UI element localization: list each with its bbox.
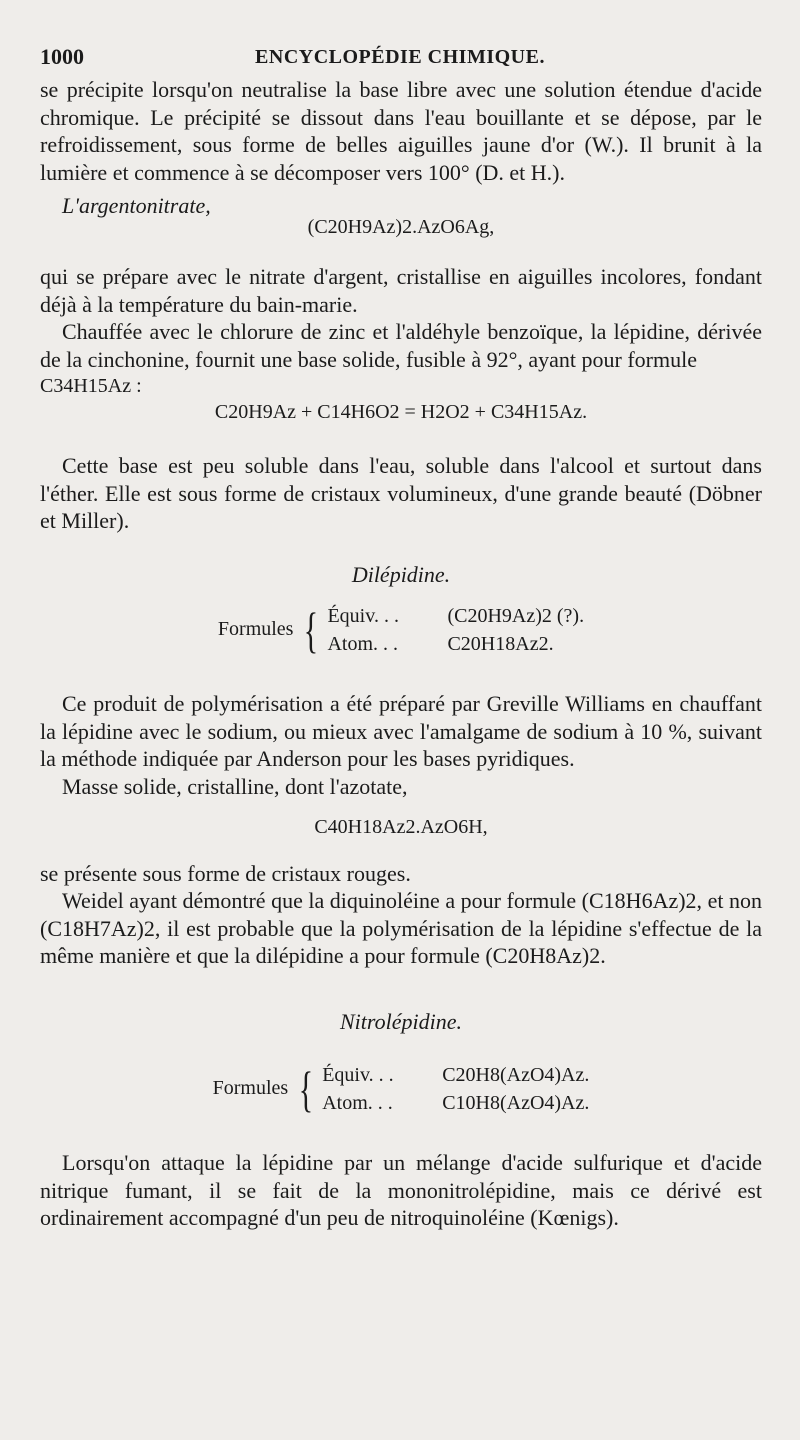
atom-value: C20H18Az2.	[447, 633, 554, 655]
paragraph: Ce produit de polymérisation a été préparé par Greville Williams en chauffant la lépidine avec le sodium, ou mieux avec l'amalgame de sodium à 10 %, suivant la méthode indiquée par Anderson pour les bases pyridiques.	[40, 691, 762, 771]
formulas-nitrolepidine	[40, 1061, 762, 1117]
brace-icon: {	[304, 602, 319, 658]
section-title-nitrolepidine: Nitrolépidine.	[339, 1008, 462, 1034]
equiv-value: C20H8(AzO4)Az.	[442, 1064, 590, 1086]
equiv-key: Équiv. . .	[327, 605, 399, 627]
formula-argentonitrate: (C20H9Az)2.AzO6Ag,	[307, 215, 495, 238]
section-title-dilepidine: Dilépidine.	[351, 561, 451, 587]
page-number: 1000	[40, 44, 84, 69]
paragraph-argentonitrate-intro: L'argentonitrate,	[62, 193, 211, 218]
running-title: ENCYCLOPÉDIE CHIMIQUE.	[255, 46, 545, 68]
paragraph: Weidel ayant démontré que la diquinoléine a pour formule (C18H6Az)2, et non (C18H7Az)2, il est probable que la polymérisation de la lépidine s'effectue de la même manière et que la dilépidine a pour formule (C20H8Az)2.	[40, 888, 762, 968]
paragraph: se précipite lorsqu'on neutralise la base libre avec une solution étendue d'acide chromique. Le précipité se dissout dans l'eau bouillante et se dépose, par le refroidissement, sous forme de belles aiguilles jaune d'or (W.). Il brunit à la lumière et commence à se décomposer vers 100° (D. et H.).	[40, 77, 762, 185]
formulas-label: Formules	[212, 1077, 289, 1100]
formula-reaction: C20H9Az + C14H6O2 = H2O2 + C34H15Az.	[214, 400, 588, 423]
brace-icon: {	[298, 1061, 314, 1117]
paragraph: Chauffée avec le chlorure de zinc et l'aldéhyle benzoïque, la lépidine, dérivée de la cinchonine, fournit une base solide, fusible à 92°, ayant pour formule	[40, 319, 762, 372]
paragraph: Masse solide, cristalline, dont l'azotate,	[62, 773, 408, 799]
paragraph: Cette base est peu soluble dans l'eau, soluble dans l'alcool et surtout dans l'éther. Elle est sous forme de cristaux volumineux, d'une grande beauté (Döbner et Miller).	[40, 453, 762, 533]
paragraph: Lorsqu'on attaque la lépidine par un mélange d'acide sulfurique et d'acide nitrique fumant, il se fait de la mononitrolépidine, mais ce dérivé est ordinairement accompagné d'un peu de nitroquinoléine (Kœnigs).	[40, 1150, 762, 1230]
page-header	[40, 44, 760, 74]
paragraph: qui se prépare avec le nitrate d'argent, cristallise en aiguilles incolores, fondant déjà à la température du bain-marie.	[40, 264, 762, 317]
equiv-value: (C20H9Az)2 (?).	[447, 605, 585, 627]
paragraph: se présente sous forme de cristaux rouges.	[40, 860, 411, 886]
body-text	[40, 76, 762, 1232]
atom-key: Atom. . .	[322, 1092, 393, 1114]
formula-base: C34H15Az :	[40, 375, 142, 397]
formulas-dilepidine	[40, 602, 762, 658]
atom-key: Atom. . .	[327, 633, 399, 655]
atom-value: C10H8(AzO4)Az.	[442, 1092, 590, 1114]
formula-azotate: C40H18Az2.AzO6H,	[314, 816, 488, 838]
equiv-key: Équiv. . .	[322, 1064, 394, 1086]
formulas-label: Formules	[217, 618, 294, 641]
